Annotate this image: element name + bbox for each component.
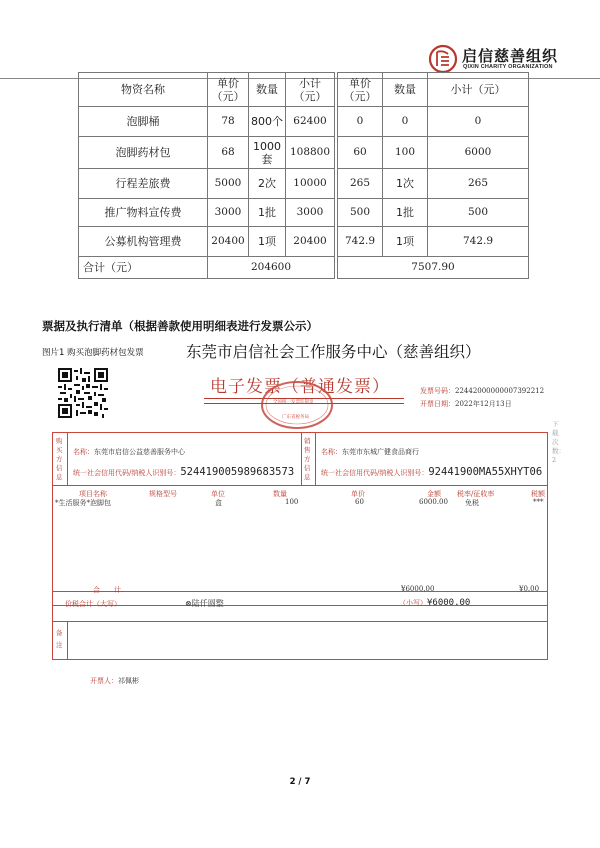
- table-cell: 265: [338, 169, 383, 199]
- issuer-name: 祁佩彬: [118, 677, 139, 685]
- org-logo-name: 启信慈善组织: [462, 47, 559, 65]
- table-cell: 行程差旅费: [79, 169, 208, 199]
- inv-col-spec: 规格型号: [149, 490, 177, 498]
- buyer-id: 524419005989683573: [180, 466, 295, 478]
- table-row: [79, 107, 529, 137]
- table-cell: 20400: [208, 227, 249, 257]
- invoice-body: [52, 432, 548, 660]
- table-cell: 泡脚药材包: [79, 137, 208, 169]
- table-cell: 742.9: [428, 227, 529, 257]
- inv-subtotal-amount: ¥6000.00: [401, 585, 435, 593]
- table-cell: 1000套: [249, 137, 286, 169]
- seal-text-top: 全国统一发票监制章: [273, 400, 314, 405]
- table-cell: 3000: [208, 199, 249, 227]
- table-cell: 20400: [286, 227, 335, 257]
- table-cell: 265: [428, 169, 529, 199]
- col-header-actual-qty: 数量: [383, 73, 428, 107]
- table-cell: 6000: [428, 137, 529, 169]
- table-cell: 1批: [249, 199, 286, 227]
- inv-total-label: 价税合计（大写）: [65, 600, 121, 608]
- inv-item-name: *生活服务*泡脚包: [55, 499, 111, 507]
- col-header-actual-price: 单价（元）: [338, 73, 383, 107]
- table-row: [79, 169, 529, 199]
- issuer-row: [90, 676, 139, 686]
- inv-col-price: 单价: [351, 490, 365, 498]
- table-cell: 1项: [249, 227, 286, 257]
- table-row: [79, 137, 529, 169]
- tax-seal-icon: [259, 380, 335, 430]
- inv-total-small: ¥6000.00: [427, 598, 471, 608]
- invoice-number-label: 发票号码：: [420, 387, 455, 395]
- table-row: [79, 227, 529, 257]
- table-cell: 800个: [249, 107, 286, 137]
- table-cell: 3000: [286, 199, 335, 227]
- table-cell: 100: [383, 137, 428, 169]
- org-logo: [428, 42, 598, 76]
- inv-subtotal-label: 合计: [93, 586, 135, 594]
- table-cell: 500: [428, 199, 529, 227]
- inv-total-small-label: （小写）: [399, 599, 427, 607]
- org-logo-mark-icon: [428, 44, 458, 74]
- org-title: 东莞市启信社会工作服务中心（慈善组织）: [186, 343, 481, 361]
- budget-table: [78, 72, 529, 279]
- page-number: 2 / 7: [289, 777, 311, 787]
- inv-col-amount: 金额: [427, 490, 441, 498]
- invoice-date-label: 开票日期：: [420, 400, 455, 408]
- inv-col-qty: 数量: [273, 490, 287, 498]
- total-actual: 7507.90: [338, 257, 529, 279]
- table-cell: 1项: [383, 227, 428, 257]
- inv-subtotal-tax: ¥0.00: [519, 585, 540, 593]
- col-header-qty: 数量: [249, 73, 286, 107]
- inv-total-upper: 陆仟圆整: [191, 599, 224, 608]
- table-cell: 60: [338, 137, 383, 169]
- total-cross-icon: ⊗: [185, 599, 192, 608]
- invoice-date-row: [420, 399, 512, 409]
- total-label: 合计（元）: [79, 257, 208, 279]
- total-budget: 204600: [208, 257, 335, 279]
- org-logo-name-en: QIXIN CHARITY ORGANIZATION: [463, 64, 553, 70]
- table-cell: 62400: [286, 107, 335, 137]
- invoice-title: 电子发票（普通发票）: [210, 377, 390, 397]
- table-cell: 68: [208, 137, 249, 169]
- buyer-side-label: 购买方信息: [56, 437, 63, 481]
- invoice-number-row: [420, 386, 544, 396]
- inv-col-tax-rate: 税率/征收率: [457, 490, 495, 498]
- table-cell: 1批: [383, 199, 428, 227]
- table-cell: 公募机构管理费: [79, 227, 208, 257]
- table-cell: 10000: [286, 169, 335, 199]
- table-cell: 5000: [208, 169, 249, 199]
- col-header-unit-price: 单价（元）: [208, 73, 249, 107]
- download-count-note: 下载次数：2: [552, 420, 565, 464]
- table-cell: 0: [428, 107, 529, 137]
- table-cell: 742.9: [338, 227, 383, 257]
- table-cell: 108800: [286, 137, 335, 169]
- col-header-item: 物资名称: [79, 73, 208, 107]
- table-cell: 1次: [383, 169, 428, 199]
- table-cell: 2次: [249, 169, 286, 199]
- inv-item-tax: ***: [533, 498, 544, 506]
- inv-item-price: 60: [355, 498, 364, 506]
- inv-item-tax-rate: 免税: [465, 499, 479, 507]
- issuer-label: 开票人：: [90, 677, 118, 685]
- seller-name-label: 名称：: [321, 448, 342, 456]
- inv-col-tax: 税额: [531, 490, 545, 498]
- table-cell: 推广物料宣传费: [79, 199, 208, 227]
- table-cell: 0: [383, 107, 428, 137]
- seal-text-bottom: 广东省税务局: [282, 415, 309, 420]
- seller-id-label: 统一社会信用代码/纳税人识别号：: [321, 469, 429, 477]
- col-header-actual-subtotal: 小计（元）: [428, 73, 529, 107]
- col-header-subtotal: 小计（元）: [286, 73, 335, 107]
- table-total-row: [79, 257, 529, 279]
- qr-code-icon: [58, 368, 108, 418]
- inv-remark-label: 备注: [56, 629, 63, 649]
- buyer-name: 东莞市启信公益慈善服务中心: [94, 448, 185, 456]
- seller-name: 东莞市东城广健食品商行: [342, 448, 419, 456]
- inv-item-amount: 6000.00: [419, 498, 448, 506]
- table-header-row: [79, 73, 529, 107]
- buyer-name-label: 名称：: [73, 448, 94, 456]
- table-cell: 78: [208, 107, 249, 137]
- buyer-id-label: 统一社会信用代码/纳税人识别号：: [73, 469, 181, 477]
- table-cell: 500: [338, 199, 383, 227]
- invoice-number: 22442000000007392212: [455, 387, 545, 395]
- table-row: [79, 199, 529, 227]
- inv-item-unit: 盒: [215, 499, 222, 507]
- figure-caption: 图片1 购买泡脚药材包发票: [42, 348, 144, 358]
- inv-item-qty: 100: [285, 498, 299, 506]
- invoice-date: 2022年12月13日: [455, 400, 512, 408]
- inv-col-unit: 单位: [211, 490, 225, 498]
- seller-side-label: 销售方信息: [304, 437, 311, 481]
- seller-id: 92441900MA55XHYT06: [428, 466, 543, 478]
- inv-col-item: 项目名称: [79, 490, 107, 498]
- table-cell: 泡脚桶: [79, 107, 208, 137]
- section-title: 票据及执行清单（根据善款使用明细表进行发票公示）: [42, 319, 318, 333]
- table-cell: 0: [338, 107, 383, 137]
